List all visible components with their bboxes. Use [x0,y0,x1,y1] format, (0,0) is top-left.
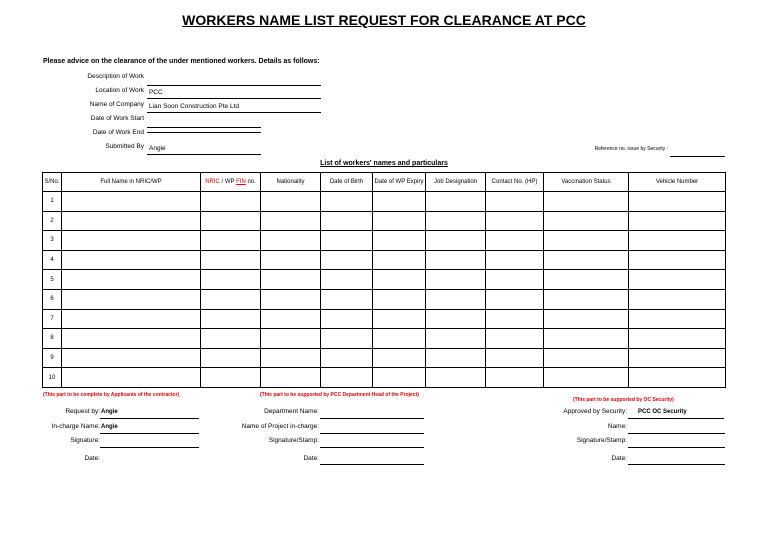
reference-label: Reference no. issue by Security : [594,146,668,152]
field-value-submitted-by[interactable]: Angie [147,145,261,155]
table-cell[interactable] [201,211,261,231]
nric-text: NRIC [205,178,220,185]
table-cell[interactable] [486,211,544,231]
fin-text: FIN [236,178,246,185]
row-number: 2 [43,211,62,231]
table-cell[interactable] [261,348,321,368]
col-header-contact: Contact No. (HP) [486,173,544,192]
table-cell[interactable] [201,250,261,270]
table-cell[interactable] [373,270,426,290]
table-cell[interactable] [544,348,629,368]
department-signature-field[interactable] [320,438,424,448]
security-signature-field[interactable] [628,438,725,448]
security-signature-label: Signature/Stamp: [576,437,627,444]
table-header-row [43,173,726,192]
department-name-label: Department Name: [264,408,319,415]
applicant-note: (This part to be complete by Applicants of the contractor) [43,392,180,398]
request-by-field[interactable]: Angie [100,409,199,419]
department-note: (This part to be supported by PCC Department Head of the Project) [260,392,419,398]
table-cell[interactable] [261,270,321,290]
approved-by-label: Approved by Security: [563,408,627,415]
table-cell[interactable] [426,309,486,329]
row-number: 4 [43,250,62,270]
field-label-description: Description of Work [87,73,144,80]
table-cell[interactable] [629,329,726,349]
table-row [43,270,726,290]
table-cell[interactable] [321,329,373,349]
table-row [43,329,726,349]
table-cell[interactable] [544,309,629,329]
reference-input[interactable] [670,156,725,157]
table-cell[interactable] [486,309,544,329]
table-row [43,250,726,270]
table-cell[interactable] [321,250,373,270]
table-cell[interactable] [373,289,426,309]
incharge-label: In-charge Name: [51,423,100,430]
table-row [43,348,726,368]
applicant-signature-field[interactable] [100,438,199,448]
col-header-job: Job Designation [426,173,486,192]
field-value-description[interactable] [147,76,321,86]
security-date-label: Date: [611,455,627,462]
field-label-work-start: Date of Work Start [90,115,144,122]
table-cell[interactable] [373,309,426,329]
table-cell[interactable] [486,192,544,212]
table-cell[interactable] [321,309,373,329]
table-cell[interactable] [261,329,321,349]
table-cell[interactable] [321,289,373,309]
security-name-label: Name: [607,423,627,430]
table-cell[interactable] [261,368,321,388]
row-number: 10 [43,368,62,388]
table-cell[interactable] [201,289,261,309]
table-cell[interactable] [426,250,486,270]
table-cell[interactable] [373,348,426,368]
col-header-name: Full Name in NRIC/WP [62,173,201,192]
table-cell[interactable] [426,211,486,231]
field-label-company: Name of Company [89,101,144,108]
table-cell[interactable] [486,368,544,388]
department-name-field[interactable] [320,409,424,419]
security-note: (This part to be supported by OC Security) [573,397,674,403]
approved-by-field[interactable]: PCC OC Security [628,409,724,419]
table-cell[interactable] [373,250,426,270]
table-cell[interactable] [629,309,726,329]
table-cell[interactable] [486,329,544,349]
table-cell[interactable] [373,368,426,388]
row-number: 6 [43,289,62,309]
table-cell[interactable] [426,231,486,251]
table-cell[interactable] [62,368,201,388]
table-cell[interactable] [629,192,726,212]
table-cell[interactable] [373,231,426,251]
field-value-location[interactable]: PCC [147,89,321,99]
table-cell[interactable] [261,211,321,231]
table-row [43,368,726,388]
table-cell[interactable] [62,192,201,212]
department-signature-label: Signature/Stamp: [268,437,319,444]
applicant-date-label: Date: [84,455,100,462]
table-cell[interactable] [373,329,426,349]
table-cell[interactable] [629,231,726,251]
col-header-nric [201,173,261,192]
field-label-submitted-by: Submitted By [105,143,144,150]
table-cell[interactable] [201,270,261,290]
intro-text: Please advice on the clearance of the under mentioned workers. Details as follows: [43,58,320,65]
project-incharge-field[interactable] [320,424,424,434]
security-name-field[interactable] [628,424,725,434]
col-header-dob: Date of Birth [321,173,373,192]
applicant-signature-label: Signature: [70,437,100,444]
table-cell[interactable] [544,211,629,231]
table-cell[interactable] [426,368,486,388]
table-row [43,231,726,251]
field-label-location: Location of Work [95,87,144,94]
table-cell[interactable] [629,289,726,309]
table-cell[interactable] [544,250,629,270]
project-incharge-label: Name of Project in-charge: [241,423,319,430]
request-by-label: Request by: [65,408,100,415]
table-cell[interactable] [201,368,261,388]
table-cell[interactable] [486,270,544,290]
table-cell[interactable] [544,289,629,309]
table-cell[interactable] [426,329,486,349]
row-number: 9 [43,348,62,368]
list-title: List of workers' names and particulars [320,160,448,167]
field-value-work-end-spacer [147,119,261,128]
table-cell[interactable] [62,329,201,349]
table-cell[interactable] [261,289,321,309]
security-date-field[interactable] [628,455,725,465]
row-number: 5 [43,270,62,290]
table-cell[interactable] [544,368,629,388]
table-cell[interactable] [321,231,373,251]
table-cell[interactable] [261,231,321,251]
table-row [43,192,726,212]
table-cell[interactable] [544,192,629,212]
table-cell[interactable] [201,231,261,251]
table-cell[interactable] [629,211,726,231]
table-cell[interactable] [201,348,261,368]
table-cell[interactable] [544,231,629,251]
table-cell[interactable] [201,192,261,212]
table-cell[interactable] [62,289,201,309]
table-cell[interactable] [321,211,373,231]
table-cell[interactable] [373,211,426,231]
table-cell[interactable] [486,231,544,251]
row-number: 7 [43,309,62,329]
table-cell[interactable] [426,192,486,212]
table-cell[interactable] [62,309,201,329]
row-number: 8 [43,329,62,349]
field-label-work-end: Date of Work End [92,129,144,136]
table-cell[interactable] [426,289,486,309]
table-cell[interactable] [261,250,321,270]
col-header-vaccination: Vaccination Status [544,173,629,192]
row-number: 3 [43,231,62,251]
table-cell[interactable] [321,270,373,290]
no-text: no. [245,178,256,185]
table-cell[interactable] [629,348,726,368]
table-cell[interactable] [62,250,201,270]
table-cell[interactable] [261,192,321,212]
table-cell[interactable] [486,250,544,270]
table-cell[interactable] [629,368,726,388]
table-cell[interactable] [201,309,261,329]
table-cell[interactable] [321,368,373,388]
table-cell[interactable] [486,348,544,368]
table-cell[interactable] [261,309,321,329]
table-cell[interactable] [62,211,201,231]
table-cell[interactable] [486,289,544,309]
table-cell[interactable] [426,348,486,368]
table-cell[interactable] [321,348,373,368]
table-cell[interactable] [629,270,726,290]
incharge-field[interactable]: Angie [100,424,199,434]
wp-text: / WP [219,178,237,185]
col-header-sno: S/No. [43,173,62,192]
field-value-work-end[interactable] [147,132,261,133]
table-cell[interactable] [321,192,373,212]
table-cell[interactable] [62,270,201,290]
row-number: 1 [43,192,62,212]
col-header-wp-expiry: Date of WP Expiry [373,173,426,192]
table-cell[interactable] [544,329,629,349]
page-title: WORKERS NAME LIST REQUEST FOR CLEARANCE AT PCC [182,12,586,28]
col-header-vehicle: Vehicle Number [629,173,726,192]
table-cell[interactable] [544,270,629,290]
table-cell[interactable] [62,348,201,368]
workers-table [42,172,726,388]
table-cell[interactable] [373,192,426,212]
table-cell[interactable] [62,231,201,251]
department-date-field[interactable] [320,455,424,465]
table-row [43,289,726,309]
department-date-label: Date: [303,455,319,462]
table-cell[interactable] [426,270,486,290]
table-row [43,211,726,231]
table-cell[interactable] [201,329,261,349]
col-header-nationality: Nationality [261,173,321,192]
table-row [43,309,726,329]
field-value-company[interactable]: Lian Soon Construction Pte Ltd [147,103,321,113]
table-cell[interactable] [629,250,726,270]
